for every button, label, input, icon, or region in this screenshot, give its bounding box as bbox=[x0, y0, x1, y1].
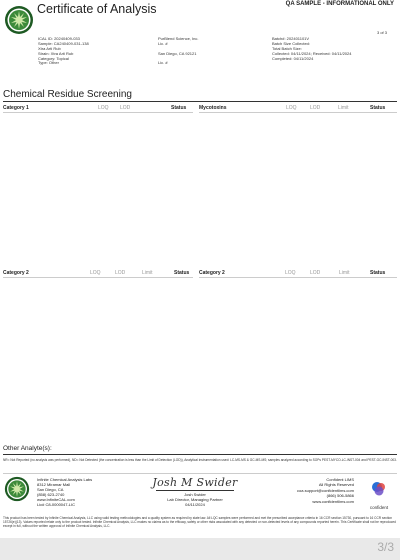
batch-info bbox=[272, 37, 351, 61]
client-license: Lic. # bbox=[158, 40, 168, 46]
category-1-status-header: Status bbox=[171, 104, 187, 111]
category-2-left-loq-header: LOQ bbox=[90, 269, 101, 276]
signed-date: 04/11/2024 bbox=[185, 501, 205, 507]
mycotoxins-limit-header: Limit bbox=[338, 104, 349, 111]
section-title: Chemical Residue Screening bbox=[3, 89, 132, 100]
page-number: 3/3 bbox=[377, 540, 394, 554]
qa-sample-label: QA SAMPLE - INFORMATIONAL ONLY bbox=[285, 1, 394, 7]
category-2-right-limit-header: Limit bbox=[339, 269, 350, 276]
infinite-cal-logo-icon bbox=[4, 5, 34, 35]
disclaimer: This product has been tested by Infinite Chemical Analysis, LLC using valid testing methodologies and a quality system as required by state law. All LQC samples were performed and met the prescribed acceptance criteria in 16 CCR section 15730, pursuant to 16 CCR section 15726(e)(13). Values reported relate only to the product tested. Infinite Chemical Analysis, LLC makes no claims as to the efficacy, safety or other risks associated with any detected or non-detected levels of any compounds reported herein. This Certificate shall not be reproduced except in full, without the written approval of Infinite Chemical Analysis, LLC. bbox=[3, 516, 396, 528]
category-2-right-loq-header: LOQ bbox=[285, 269, 296, 276]
other-analytes-heading: Other Analyte(s): bbox=[3, 445, 52, 452]
confident-lims-info bbox=[297, 477, 354, 504]
category-1-loq-header: LOQ bbox=[98, 104, 109, 111]
completed-date: Completed: 04/11/2024 bbox=[272, 55, 314, 61]
category-2-left-title: Category 2 bbox=[3, 269, 29, 276]
category-2-right-lod-header: LOD bbox=[310, 269, 321, 276]
lab-phone: (858) 623-2740 bbox=[37, 492, 65, 497]
mycotoxins-status-header: Status bbox=[370, 104, 386, 111]
category-1-title: Category 1 bbox=[3, 104, 29, 111]
category-1-lod-header: LOD bbox=[120, 104, 131, 111]
sample-strain: Strain: Xtra Arti Rub bbox=[38, 50, 74, 56]
lims-phone: (866) 506-5866 bbox=[326, 493, 354, 499]
mycotoxins-loq-header: LOQ bbox=[286, 104, 297, 111]
confident-logo-icon bbox=[370, 480, 388, 498]
lab-website: www.InfiniteCAL.com bbox=[37, 497, 75, 502]
lims-rights: All Rights Reserved bbox=[318, 482, 354, 488]
category-2-left-status-header: Status bbox=[174, 269, 190, 276]
confident-logo bbox=[364, 480, 394, 510]
total-batch-size: Total Batch Size: bbox=[272, 45, 302, 51]
sample-ical-id: ICAL ID: 20240409-033 bbox=[38, 36, 80, 41]
category-2-right-title: Category 2 bbox=[199, 269, 225, 276]
other-analytes-divider bbox=[3, 454, 397, 455]
lims-name: Confident LIMS bbox=[326, 477, 354, 482]
signature: Josh M Swider bbox=[152, 476, 238, 489]
signer-name: Josh Swider bbox=[184, 491, 206, 497]
batch-size-collected: Batch Size Collected: bbox=[272, 40, 311, 46]
batch-number: Batch#: 202401101V bbox=[272, 36, 310, 41]
signer-title: Lab Director, Managing Partner bbox=[167, 496, 223, 502]
lab-address bbox=[37, 477, 92, 507]
section-divider bbox=[3, 101, 397, 102]
lab-license: Lic# C8-0000047-LIC bbox=[37, 502, 76, 507]
infinite-cal-footer-logo-icon bbox=[4, 476, 30, 502]
mycotoxins-lod-header: LOD bbox=[310, 104, 321, 111]
lab-city: San Diego, CA bbox=[37, 487, 64, 492]
client-city: San Diego, CA 92121 bbox=[158, 50, 197, 56]
sample-product: Xtra Arti Rub bbox=[38, 45, 61, 51]
category-2-right-header bbox=[199, 268, 397, 277]
client-name: PurBlend Science, Inc. bbox=[158, 36, 199, 41]
category-2-left-lod-header: LOD bbox=[115, 269, 126, 276]
certificate-title: Certificate of Analysis bbox=[37, 2, 157, 16]
page-of-label: 3 of 3 bbox=[376, 30, 387, 35]
analysis-note: NR= Not Reported (no analysis was performed), ND= Not Detected (the concentration is less than the Limit of Detection (LOD)), Analytical instrumentation used: LC-MS-MS & GC-MS-MS; samples analyzed according to SOPs PEST-MYCO-LC-INST-004 and PEST-GC-INST-003. bbox=[3, 458, 397, 462]
sample-id: Sample: CA240409-031-138 bbox=[38, 40, 89, 46]
sample-type: Type: Other bbox=[38, 60, 59, 66]
client-info bbox=[158, 37, 198, 66]
confident-logo-label: confident bbox=[369, 505, 389, 510]
signature-line bbox=[156, 490, 234, 491]
category-2-left-header bbox=[3, 268, 193, 277]
category-1-header bbox=[3, 103, 193, 112]
lab-name: Infinite Chemical Analysis Labs bbox=[37, 477, 93, 482]
lab-street: 8312 Miramar Mall bbox=[37, 482, 71, 487]
sample-category: Category: Topical bbox=[38, 55, 69, 61]
sample-info bbox=[38, 37, 89, 66]
lims-email: coa.support@confidentlims.com bbox=[297, 487, 354, 493]
signature-block bbox=[150, 476, 240, 507]
lims-website: www.confidentlims.com bbox=[312, 498, 354, 504]
category-2-left-limit-header: Limit bbox=[142, 269, 153, 276]
mycotoxins-header bbox=[199, 103, 397, 112]
client-license-2: Lic. # bbox=[158, 60, 168, 66]
category-2-right-status-header: Status bbox=[370, 269, 386, 276]
mycotoxins-title: Mycotoxins bbox=[199, 104, 227, 111]
collected-received: Collected: 04/11/2024; Received: 04/11/2024 bbox=[272, 50, 352, 56]
